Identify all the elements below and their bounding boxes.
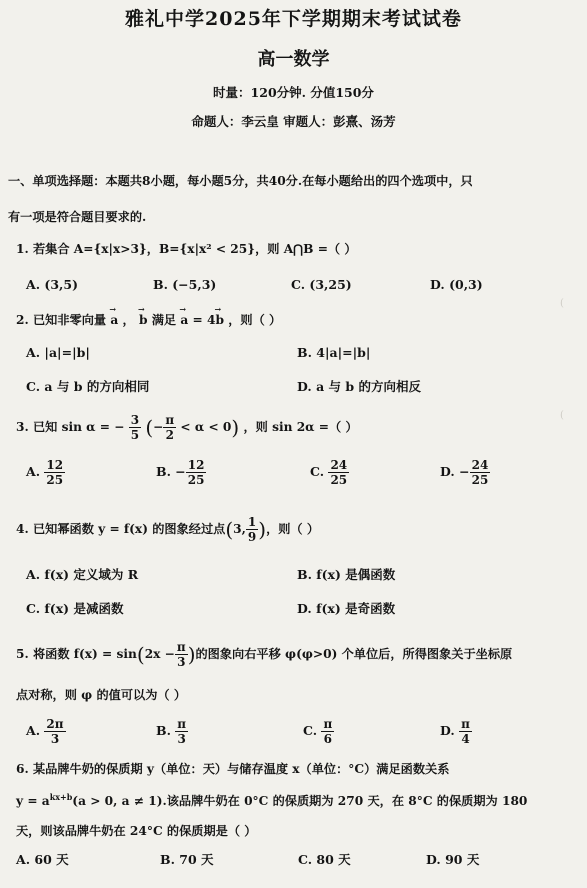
q4-option-d: D. f(x) 是奇函数 [297, 601, 396, 616]
q6-option-d: D. 90 天 [426, 852, 480, 867]
q4-option-b: B. f(x) 是偶函数 [297, 567, 396, 582]
frac-den: 3 [50, 732, 60, 746]
bleed-through-mark: ( [560, 298, 564, 309]
frac-den: 25 [187, 473, 205, 487]
paren-close: ) [231, 415, 240, 440]
q5-option-d [440, 717, 472, 746]
q3-fraction-pi [163, 413, 176, 442]
paren-close: ) [187, 642, 196, 667]
option-sign: − [459, 464, 470, 479]
frac-den: 9 [247, 530, 257, 544]
question-6-line2 [16, 792, 527, 809]
q2-stem-suffix: ，则（ ） [228, 313, 282, 327]
frac-num: π [461, 717, 470, 731]
q5-option-b [156, 717, 188, 746]
option-fraction [186, 458, 207, 487]
q5-option-c [303, 717, 334, 746]
frac-num: π [165, 413, 175, 427]
frac-num: 2π [46, 717, 64, 731]
frac-num: π [177, 717, 187, 731]
q4-stem-prefix: 4. 已知幂函数 y = f(x) 的图象经过点 [16, 522, 226, 536]
question-3-stem [16, 413, 358, 442]
frac-den: 3 [177, 732, 186, 746]
vector-a: → a [110, 313, 118, 327]
frac-num: 12 [187, 458, 205, 472]
q6-option-a: A. 60 天 [16, 852, 69, 867]
vector-b: → b [139, 313, 148, 327]
q3-option-c [310, 458, 349, 487]
q1-option-b: B. (−5,3) [153, 277, 217, 292]
q2-sep: ， [122, 313, 135, 327]
q6-option-c: C. 80 天 [298, 852, 351, 867]
q3-option-a [26, 458, 65, 487]
q5-stem-prefix: 5. 将函数 f(x) = sin [16, 647, 137, 661]
frac-num: 24 [471, 458, 489, 472]
paren-open: ( [136, 642, 145, 667]
frac-num: 3 [130, 413, 140, 427]
q3-option-d [440, 458, 490, 487]
q2-option-a: A. |a|=|b| [26, 345, 90, 360]
q4-option-c: C. f(x) 是减函数 [26, 601, 124, 616]
q1-option-d: D. (0,3) [430, 277, 483, 292]
option-fraction [44, 717, 65, 746]
time-score-line: 时量：120分钟. 分值150分 [213, 85, 374, 100]
authors-line: 命题人：李云皇 审题人：彭熹、汤芳 [191, 114, 396, 129]
q3-stem-prefix: 3. 已知 sin α = − [16, 420, 125, 434]
option-label: C. [303, 723, 318, 738]
option-fraction [321, 717, 334, 746]
frac-den: 4 [461, 732, 470, 746]
q2-option-c: C. a 与 b 的方向相同 [26, 379, 150, 394]
q4-option-a: A. f(x) 定义域为 R [26, 567, 139, 582]
option-sign: − [175, 464, 186, 479]
section-intro-line1: 一、单项选择题：本题共8小题，每小题5分，共40分.在每小题给出的四个选项中，只 [8, 174, 473, 188]
exam-subject: 高一数学 [257, 49, 330, 70]
option-label: B. [156, 723, 171, 738]
frac-num: 1 [247, 515, 257, 529]
q3-stem-suffix: ，则 sin 2α =（ ） [243, 420, 358, 434]
q3-paren-suffix: < α < 0 [176, 420, 232, 434]
q5-inner-fraction [175, 640, 188, 669]
q4-point-prefix: 3, [233, 522, 246, 536]
q2-stem-prefix: 2. 已知非零向量 [16, 313, 107, 327]
frac-num: π [323, 717, 333, 731]
q3-fraction-sin [129, 413, 141, 442]
paren-close: ) [258, 517, 267, 542]
option-label: C. [310, 464, 325, 479]
option-label: D. [440, 723, 455, 738]
frac-den: 25 [330, 473, 348, 487]
option-label: D. [440, 464, 455, 479]
q6-option-b: B. 70 天 [160, 852, 214, 867]
frac-den: 2 [165, 428, 174, 442]
q5-inner-prefix: 2x − [144, 647, 175, 661]
question-4-stem [16, 515, 319, 544]
q4-point-fraction [246, 515, 258, 544]
q5-stem-suffix: 的图象向右平移 φ(φ>0) 个单位后，所得图象关于坐标原 [195, 647, 513, 661]
option-fraction [44, 458, 65, 487]
option-fraction [470, 458, 491, 487]
exam-title: 雅礼中学2025年下学期期末考试试卷 [125, 8, 462, 30]
q1-option-a: A. (3,5) [26, 277, 78, 292]
frac-num: 24 [330, 458, 348, 472]
option-fraction [328, 458, 349, 487]
question-6-line3: 天，则该品牌牛奶在 24°C 的保质期是（ ） [16, 824, 257, 838]
option-fraction [175, 717, 188, 746]
frac-num: 12 [46, 458, 64, 472]
q2-option-d: D. a 与 b 的方向相反 [297, 379, 421, 394]
q3-option-b [156, 458, 206, 487]
q2-option-b: B. 4|a|=|b| [297, 345, 371, 360]
question-1-stem: 1. 若集合 A={x|x>3}，B={x|x² < 25}，则 A⋂B =（ ） [16, 242, 357, 256]
bleed-through-mark: ( [560, 410, 564, 421]
question-5-stem [16, 640, 512, 669]
question-6-line1: 6. 某品牌牛奶的保质期 y（单位：天）与储存温度 x（单位：°C）满足函数关系 [16, 762, 450, 776]
option-label: A. [26, 723, 41, 738]
q6-line2-suffix: (a > 0, a ≠ 1).该品牌牛奶在 0°C 的保质期为 270 天，在 8°C 的保质期为 180 [72, 794, 528, 809]
question-5-line2: 点对称，则 φ 的值可以为（ ） [16, 688, 187, 702]
option-label: B. [156, 464, 171, 479]
q1-option-c: C. (3,25) [291, 277, 352, 292]
q6-formula-exponent: kx+b [49, 792, 73, 802]
frac-den: 25 [46, 473, 64, 487]
q2-stem-mid: 满足 [151, 313, 177, 327]
frac-den: 5 [130, 428, 140, 442]
q3-paren-prefix: − [153, 420, 164, 434]
option-fraction [459, 717, 472, 746]
question-2-stem [16, 311, 281, 328]
frac-den: 6 [323, 732, 333, 746]
paren-open: ( [225, 517, 234, 542]
option-label: A. [26, 464, 41, 479]
q2-eq-mid: = 4 [188, 313, 216, 327]
section-intro-line2: 有一项是符合题目要求的. [8, 210, 147, 224]
q5-option-a [26, 717, 66, 746]
frac-num: π [176, 640, 186, 654]
q6-formula-base: y = a [16, 794, 50, 809]
frac-den: 25 [471, 473, 489, 487]
frac-den: 3 [177, 655, 186, 669]
vector-a: → a [180, 313, 188, 327]
vector-b: → b [215, 313, 224, 327]
q4-stem-suffix: ，则（ ） [266, 522, 320, 536]
paren-open: ( [145, 415, 154, 440]
